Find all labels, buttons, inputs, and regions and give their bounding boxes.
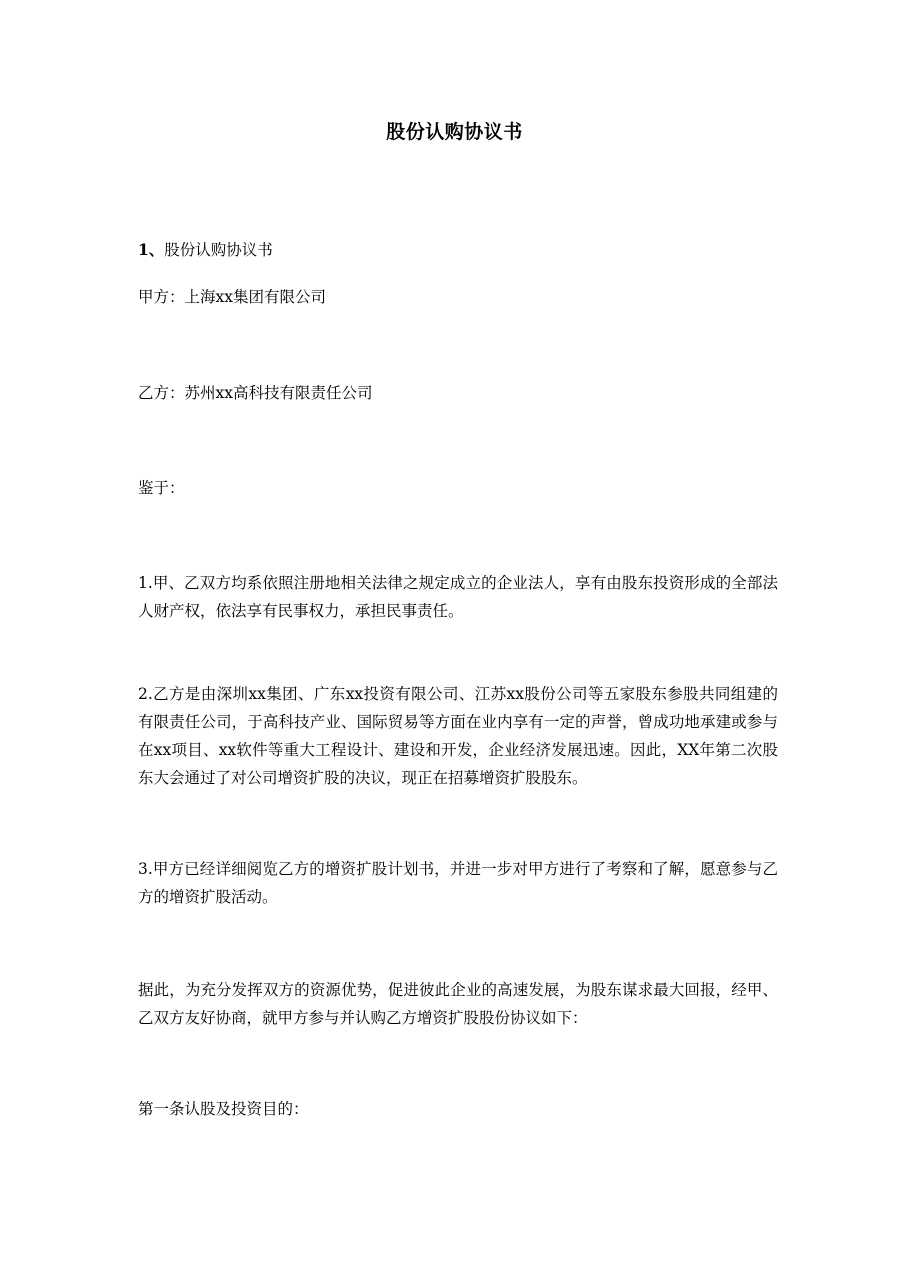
whereas-label: 鉴于：	[138, 479, 185, 497]
article-1-heading: 第一条认股及投资目的：	[138, 1100, 309, 1118]
party-a: 甲方：上海xx集团有限公司	[138, 288, 326, 306]
clause-1: 1.甲、乙双方均系依照注册地相关法律之规定成立的企业法人，享有由股东投资形成的全部法人财产权，依法享有民事权力，承担民事责任。	[138, 574, 778, 620]
clause-2: 2.乙方是由深圳xx集团、广东xx投资有限公司、江苏xx股份公司等五家股东参股共同组建的有限责任公司，于高科技产业、国际贸易等方面在业内享有一定的声誉，曾成功地承建或参与在xx项目、xx软件等重大工程设计、建设和开发，企业经济发展迅速。因此，XX年第二次股东大会通过了对公司增资扩股的决议，现正在招募增资扩股股东。	[138, 685, 778, 787]
section-heading-text: 股份认购协议书	[164, 241, 273, 259]
party-b: 乙方：苏州xx高科技有限责任公司	[138, 384, 373, 402]
conclusion-paragraph: 据此，为充分发挥双方的资源优势，促进彼此企业的高速发展，为股东谋求最大回报，经甲、乙双方友好协商，就甲方参与并认购乙方增资扩股股份协议如下：	[138, 981, 778, 1027]
document-title: 股份认购协议书	[386, 121, 523, 143]
section-heading-number: 1、	[138, 240, 165, 259]
section-heading	[138, 236, 778, 264]
clause-3: 3.甲方已经详细阅览乙方的增资扩股计划书，并进一步对甲方进行了考察和了解，愿意参与乙方的增资扩股活动。	[138, 860, 778, 906]
